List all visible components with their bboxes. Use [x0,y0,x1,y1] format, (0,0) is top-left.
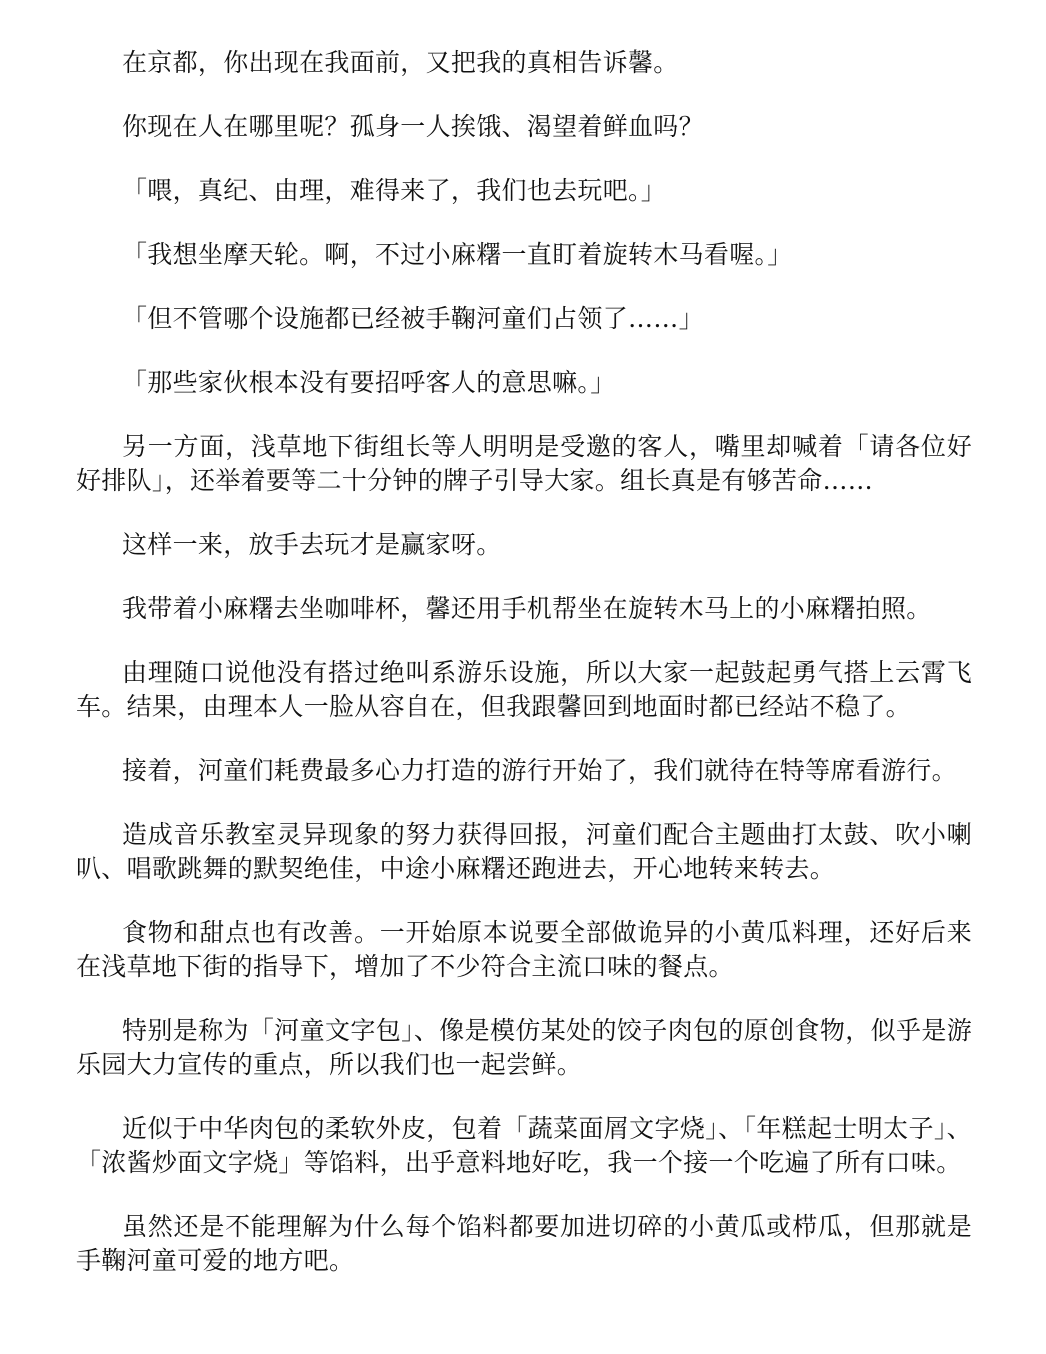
paragraph-1: 在京都，你出现在我面前，又把我的真相告诉馨。 [122,48,679,77]
paragraph-2: 你现在人在哪里呢？孤身一人挨饿、渴望着鲜血吗？ [122,112,704,141]
paragraph-12: 造成音乐教室灵异现象的努力获得回报，河童们配合主题曲打太鼓、吹小喇叭、唱歌跳舞的默契绝佳，中途小麻糬还跑进去，开心地转来转去。 [76,820,972,883]
paragraph-13: 食物和甜点也有改善。一开始原本说要全部做诡异的小黄瓜料理，还好后来在浅草地下街的指导下，增加了不少符合主流口味的餐点。 [76,918,972,981]
dialogue-line-4: 「那些家伙根本没有要招呼客人的意思嘛。」 [122,368,616,397]
paragraph-11: 接着，河童们耗费最多心力打造的游行开始了，我们就待在特等席看游行。 [122,756,957,785]
paragraph-10: 由理随口说他没有搭过绝叫系游乐设施，所以大家一起鼓起勇气搭上云霄飞车。结果，由理本人一脸从容自在，但我跟馨回到地面时都已经站不稳了。 [76,658,972,721]
dialogue-line-3: 「但不管哪个设施都已经被手鞠河童们占领了……」 [122,304,704,333]
paragraph-16: 虽然还是不能理解为什么每个馅料都要加进切碎的小黄瓜或栉瓜，但那就是手鞠河童可爱的地方吧。 [76,1212,972,1275]
dialogue-line-1: 「喂，真纪、由理，难得来了，我们也去玩吧。」 [122,176,667,205]
document-page [76,46,972,1308]
dialogue-line-2: 「我想坐摩天轮。啊，不过小麻糬一直盯着旋转木马看喔。」 [122,240,793,269]
paragraph-7: 另一方面，浅草地下街组长等人明明是受邀的客人，嘴里却喊着「请各位好好排队」，还举着要等二十分钟的牌子引导大家。组长真是有够苦命…… [76,432,972,495]
paragraph-14: 特别是称为「河童文字包」、像是模仿某处的饺子肉包的原创食物，似乎是游乐园大力宣传的重点，所以我们也一起尝鲜。 [76,1016,972,1079]
paragraph-15: 近似于中华肉包的柔软外皮，包着「蔬菜面屑文字烧」、「年糕起士明太子」、「浓酱炒面文字烧」等馅料，出乎意料地好吃，我一个接一个吃遍了所有口味。 [76,1114,972,1177]
paragraph-9: 我带着小麻糬去坐咖啡杯，馨还用手机帮坐在旋转木马上的小麻糬拍照。 [122,594,932,623]
paragraph-8: 这样一来，放手去玩才是赢家呀。 [122,530,502,559]
